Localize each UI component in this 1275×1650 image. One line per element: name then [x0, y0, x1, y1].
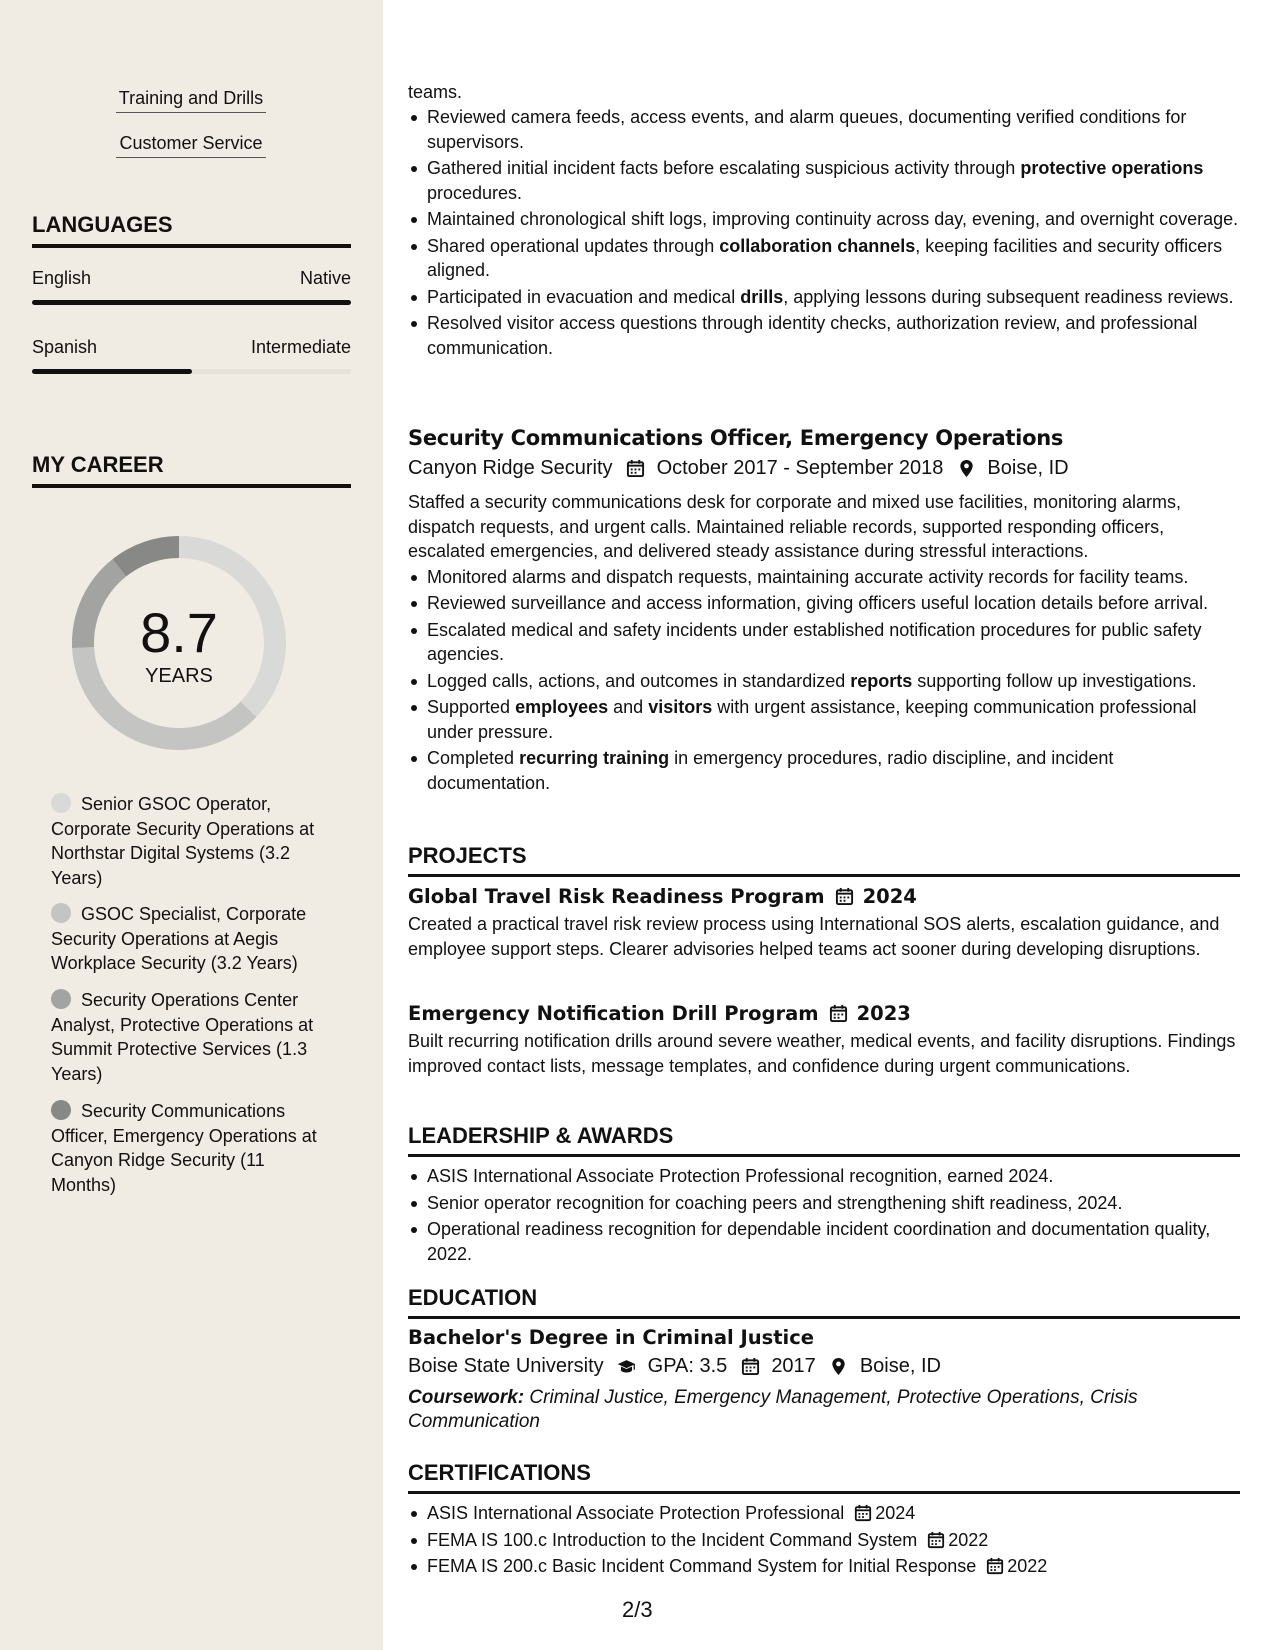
calendar-icon: [927, 1531, 945, 1549]
job-bullet: Monitored alarms and dispatch requests, maintaining accurate activity records for facility teams.: [408, 565, 1240, 590]
education-year: 2017: [771, 1355, 816, 1377]
language-proficiency-bar: [32, 369, 351, 374]
sidebar: [0, 0, 383, 1650]
certifications-list: [408, 1501, 1240, 1581]
education-heading: EDUCATION: [408, 1285, 1240, 1319]
project-year: 2023: [856, 1002, 911, 1025]
project-description: Built recurring notification drills around severe weather, medical events, and facility disruptions. Findings improved contact lists, message templates, and confidence during urgent communications.: [408, 1031, 1236, 1076]
education-location: Boise, ID: [859, 1355, 941, 1377]
language-proficiency-fill: [32, 369, 192, 374]
language-name: Spanish: [32, 337, 98, 357]
career-item-text: Security Operations Center Analyst, Protective Operations at Summit Protective Services (1.3 Years): [51, 990, 314, 1084]
project-title-row: [408, 885, 1240, 908]
award-item: ASIS International Associate Protection Professional recognition, earned 2024.: [408, 1164, 1240, 1189]
career-item: [51, 902, 331, 976]
career-total-unit: YEARS: [145, 665, 213, 687]
map-pin-icon: [828, 1356, 850, 1378]
certification-name: FEMA IS 100.c Introduction to the Incident Command System: [427, 1529, 918, 1550]
page-number: 2/3: [622, 1597, 653, 1622]
calendar-icon: [854, 1504, 872, 1522]
job-bullets: [408, 565, 1240, 796]
career-total-years: 8.7: [140, 601, 218, 664]
education-degree: Bachelor's Degree in Criminal Justice: [408, 1326, 814, 1349]
job-title: Security Communications Officer, Emergency Operations: [408, 426, 1064, 450]
career-item-text: Security Communications Officer, Emergency Operations at Canyon Ridge Security (11 Months): [51, 1101, 317, 1195]
career-item: [51, 792, 331, 890]
project-year: 2024: [862, 885, 917, 908]
language-name: English: [32, 268, 92, 288]
job-bullet: Resolved visitor access questions through identity checks, authorization review, and professional communication.: [408, 311, 1240, 360]
certification-year: 2024: [875, 1503, 916, 1523]
language-proficiency-bar: [32, 300, 351, 305]
coursework-text: Criminal Justice, Emergency Management, Protective Operations, Crisis Communication: [408, 1387, 1138, 1432]
language-row: [32, 268, 351, 289]
certification-name: ASIS International Associate Protection Professional: [427, 1503, 845, 1523]
language-row: [32, 337, 351, 358]
job-company: Canyon Ridge Security: [408, 457, 613, 479]
previous-job-bullets: [408, 105, 1240, 362]
language-level: Native: [299, 268, 351, 288]
job-bullet: Reviewed surveillance and access information, giving officers useful location details before arrival.: [408, 591, 1240, 616]
career-item: [51, 988, 331, 1086]
calendar-icon: [986, 1557, 1004, 1575]
calendar-icon: [829, 1004, 851, 1023]
graduation-cap-icon: [616, 1356, 638, 1378]
education-meta: [408, 1355, 1240, 1378]
career-legend-dot: [51, 989, 71, 1009]
career-legend-dot: [51, 793, 71, 813]
education-coursework: [408, 1386, 1240, 1434]
continued-text: teams.: [408, 82, 463, 102]
project-entry: [408, 885, 1240, 961]
job-bullet: Participated in evacuation and medical drills, applying lessons during subsequent readiness reviews.: [408, 285, 1240, 310]
education-gpa: GPA: 3.5: [647, 1355, 728, 1377]
certification-year: 2022: [948, 1529, 989, 1550]
awards-list: [408, 1164, 1240, 1268]
projects-heading: PROJECTS: [408, 843, 1240, 877]
education-entry: [408, 1326, 1240, 1434]
job-bullet: Gathered initial incident facts before escalating suspicious activity through protective operations procedures.: [408, 156, 1240, 205]
job-bullet: Shared operational updates through collaboration channels, keeping facilities and security officers aligned.: [408, 234, 1240, 283]
map-pin-icon: [955, 458, 977, 480]
career-item-text: GSOC Specialist, Corporate Security Operations at Aegis Workplace Security (3.2 Years): [51, 904, 307, 973]
calendar-icon: [739, 1356, 761, 1378]
job-bullet: Escalated medical and safety incidents under established notification procedures for public safety agencies.: [408, 618, 1240, 667]
certification-year: 2022: [1007, 1556, 1048, 1576]
language-proficiency-fill: [32, 300, 351, 305]
job-location: Boise, ID: [987, 457, 1069, 479]
main-content: [408, 0, 1240, 1650]
project-entry: [408, 1002, 1240, 1078]
job-bullet: Maintained chronological shift logs, improving continuity across day, evening, and overnight coverage.: [408, 207, 1240, 232]
career-heading: MY CAREER: [32, 452, 351, 488]
career-legend-dot: [51, 903, 71, 923]
award-item: Senior operator recognition for coaching peers and strengthening shift readiness, 2024.: [408, 1191, 1240, 1216]
skill-tag: Training and Drills: [116, 88, 266, 113]
languages-heading: LANGUAGES: [32, 212, 351, 248]
career-item: [51, 1099, 331, 1197]
project-title-row: [408, 1002, 1240, 1025]
career-item-text: Senior GSOC Operator, Corporate Security Operations at Northstar Digital Systems (3.2 Years): [51, 794, 315, 888]
awards-heading: LEADERSHIP & AWARDS: [408, 1123, 1240, 1157]
career-donut-segment: [113, 536, 179, 576]
job-meta: [408, 457, 1240, 480]
certification-item: [408, 1554, 1240, 1579]
job-bullet: Supported employees and visitors with urgent assistance, keeping communication professional under pressure.: [408, 695, 1240, 744]
certification-item: [408, 1528, 1240, 1553]
job-bullet: Reviewed camera feeds, access events, and alarm queues, documenting verified conditions for supervisors.: [408, 105, 1240, 154]
certification-item: [408, 1501, 1240, 1526]
calendar-icon: [625, 458, 647, 480]
career-legend-dot: [51, 1100, 71, 1120]
calendar-icon: [835, 887, 857, 906]
job-bullet: Completed recurring training in emergency procedures, radio discipline, and incident documentation.: [408, 746, 1240, 795]
skill-tag: Customer Service: [116, 133, 266, 158]
job-summary: Staffed a security communications desk for corporate and mixed use facilities, monitoring alarms, dispatch requests, and urgent calls. Maintained reliable records, supported responding officers, escalated emergencies, and delivered steady assistance during stressful interactions.: [408, 492, 1182, 561]
education-school: Boise State University: [408, 1355, 604, 1377]
project-description: Created a practical travel risk review process using International SOS alerts, escalation guidance, and employee support steps. Clearer advisories helped teams act sooner during developing disruptions.: [408, 914, 1220, 959]
language-level: Intermediate: [250, 337, 351, 357]
coursework-label: Coursework:: [408, 1387, 525, 1408]
project-title: Global Travel Risk Readiness Program: [408, 885, 825, 908]
job-entry: [408, 426, 1240, 797]
project-title: Emergency Notification Drill Program: [408, 1002, 819, 1025]
job-dates: October 2017 - September 2018: [656, 457, 944, 479]
certification-name: FEMA IS 200.c Basic Incident Command System for Initial Response: [427, 1556, 977, 1576]
award-item: Operational readiness recognition for dependable incident coordination and documentation quality, 2022.: [408, 1217, 1240, 1266]
job-bullet: Logged calls, actions, and outcomes in standardized reports supporting follow up investigations.: [408, 669, 1240, 694]
certifications-heading: CERTIFICATIONS: [408, 1460, 1240, 1494]
